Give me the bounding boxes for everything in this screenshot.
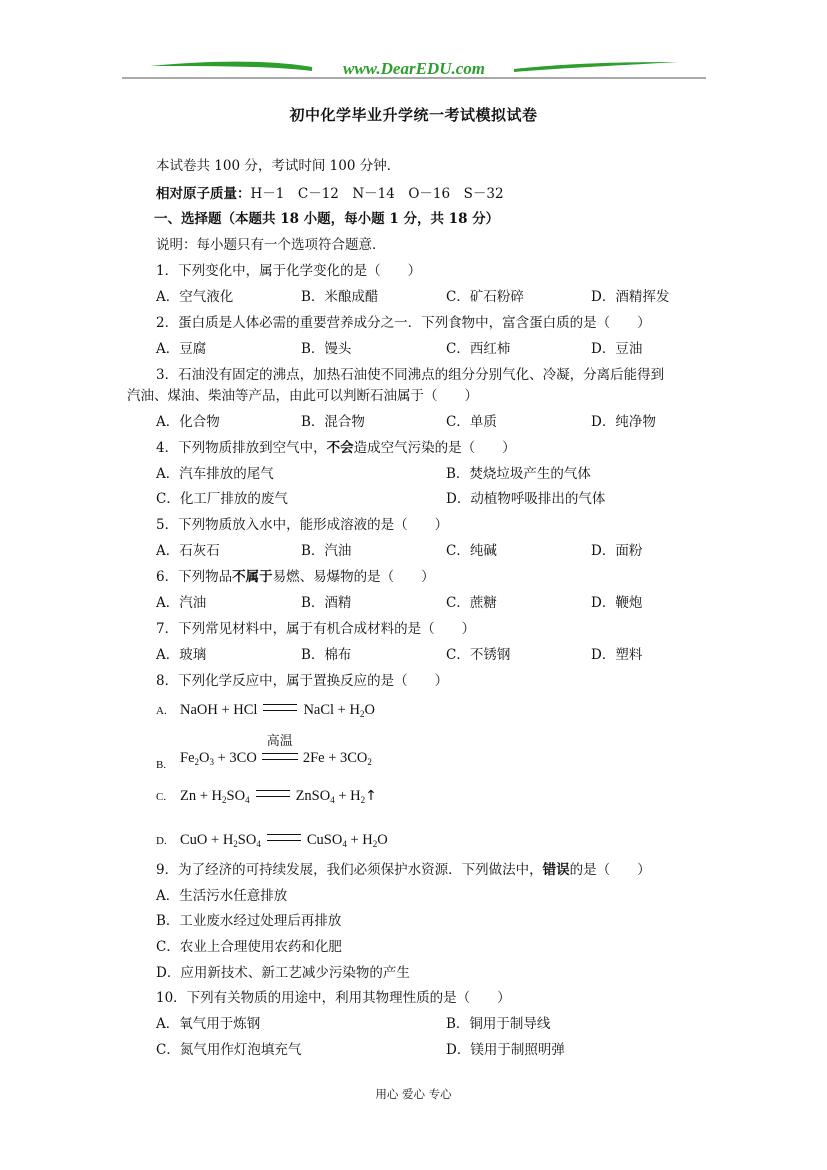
stem-emphasis: 错误 — [542, 862, 570, 878]
question-7-stem: 7．下列常见材料中，属于有机合成材料的是（ ） — [156, 621, 476, 637]
option-b: B．焚烧垃圾产生的气体 — [446, 466, 591, 482]
equation-a: A. NaOH + HCl NaCl + $H_2O$ — [156, 702, 375, 719]
option-b: B．酒精 — [301, 595, 352, 611]
option-c: C．不锈钢 — [446, 647, 511, 663]
atomic-mass-values: H－1 C－12 N－14 O－16 S－32 — [250, 186, 504, 202]
site-url-text: www.DearEDU.com — [343, 59, 485, 78]
option-c: C．矿石粉碎 — [446, 289, 524, 305]
stem-text: 9．为了经济的可持续发展，我们必须保护水资源．下列做法中， — [156, 862, 543, 878]
equation-c: C. $Zn + H_2SO_4$ ZnSO$_4$ + $H_2↑$ — [156, 788, 377, 805]
option-c: C．西红柿 — [446, 341, 511, 357]
section-heading: 一、选择题（本题共 18 小题，每小题 1 分，共 18 分） — [154, 211, 500, 227]
option-d: D．镁用于制照明弹 — [446, 1042, 565, 1058]
stem-text: 易燃、易爆物的是（ ） — [272, 569, 435, 585]
option-c: C．单质 — [446, 414, 497, 430]
option-d: D．酒精挥发 — [591, 289, 670, 305]
question-10-stem: 10．下列有关物质的用途中，利用其物理性质的是（ ） — [156, 990, 511, 1006]
option-a: A．化合物 — [156, 414, 220, 430]
option-d: D．塑料 — [591, 647, 643, 663]
option-c: C．蔗糖 — [446, 595, 497, 611]
option-b: B．工业废水经过处理后再排放 — [156, 913, 342, 929]
option-a: A．石灰石 — [156, 543, 220, 559]
option-d: D．纯净物 — [591, 414, 656, 430]
page-title: 初中化学毕业升学统一考试模拟试卷 — [289, 106, 538, 124]
question-9-stem — [156, 861, 651, 879]
question-8-stem: 8．下列化学反应中，属于置换反应的是（ ） — [156, 673, 449, 689]
question-3-stem-line1: 3．石油没有固定的沸点，加热石油使不同沸点的组分分别气化、冷凝，分离后能得到 — [156, 367, 665, 383]
page-footer: 用心 爱心 专心 — [375, 1087, 452, 1101]
option-c: C．化工厂排放的废气 — [156, 491, 288, 507]
option-b: B．棉布 — [301, 647, 352, 663]
option-a: A．汽油 — [156, 595, 207, 611]
stem-text: 6．下列物品 — [156, 569, 233, 585]
option-d: D．鞭炮 — [591, 595, 643, 611]
option-a: A．空气液化 — [156, 289, 234, 305]
stem-emphasis: 不会 — [326, 440, 354, 456]
option-d: D．应用新技术、新工艺减少污染物的产生 — [156, 965, 410, 981]
question-6-stem — [156, 568, 435, 586]
option-b: B．汽油 — [301, 543, 352, 559]
option-b: B．米酿成醋 — [301, 289, 379, 305]
intro-line: 本试卷共 100 分，考试时间 100 分钟． — [156, 158, 401, 174]
stem-text: 的是（ ） — [569, 862, 651, 878]
option-a: A．豆腐 — [156, 341, 207, 357]
swoosh-logo-icon — [122, 52, 706, 84]
option-c: C．氮气用作灯泡填充气 — [156, 1042, 302, 1058]
option-b: B．馒头 — [301, 341, 352, 357]
option-b: B．铜用于制导线 — [446, 1016, 551, 1032]
section-note: 说明：每小题只有一个选项符合题意． — [156, 237, 386, 253]
option-c: C．农业上合理使用农药和化肥 — [156, 939, 342, 955]
option-a: A．玻璃 — [156, 647, 207, 663]
gas-arrow-icon: ↑ — [365, 788, 377, 804]
stem-text: 4．下列物质排放到空气中， — [156, 440, 327, 456]
equation-b: B. $Fe_2O_3 + 3CO$ 高温 $2Fe + 3CO_2$ — [156, 734, 372, 771]
stem-text: 造成空气污染的是（ ） — [353, 440, 516, 456]
option-b: B．混合物 — [301, 414, 365, 430]
question-3-stem-line2: 汽油、煤油、柴油等产品，由此可以判断石油属于（ ） — [127, 388, 478, 404]
stem-emphasis: 不属于 — [232, 569, 273, 585]
option-a: A．生活污水任意排放 — [156, 888, 288, 904]
site-header-banner — [122, 52, 706, 84]
atomic-mass-line — [156, 185, 504, 203]
equation-d: D. CuO + $H_2SO_4$ CuSO$_4$ + $H_2O$ — [156, 832, 388, 849]
option-d: D．豆油 — [591, 341, 643, 357]
option-a: A．氧气用于炼钢 — [156, 1016, 261, 1032]
option-d: D．面粉 — [591, 543, 643, 559]
question-1-stem: 1．下列变化中，属于化学变化的是（ ） — [156, 263, 422, 279]
atomic-mass-label: 相对原子质量： — [156, 186, 251, 202]
option-c: C．纯碱 — [446, 543, 497, 559]
option-d: D．动植物呼吸排出的气体 — [446, 491, 606, 507]
question-2-stem: 2．蛋白质是人体必需的重要营养成分之一．下列食物中，富含蛋白质的是（ ） — [156, 315, 651, 331]
question-4-stem — [156, 439, 516, 457]
question-5-stem: 5．下列物质放入水中，能形成溶液的是（ ） — [156, 517, 449, 533]
option-a: A．汽车排放的尾气 — [156, 466, 274, 482]
reaction-condition: 高温 — [266, 734, 293, 749]
